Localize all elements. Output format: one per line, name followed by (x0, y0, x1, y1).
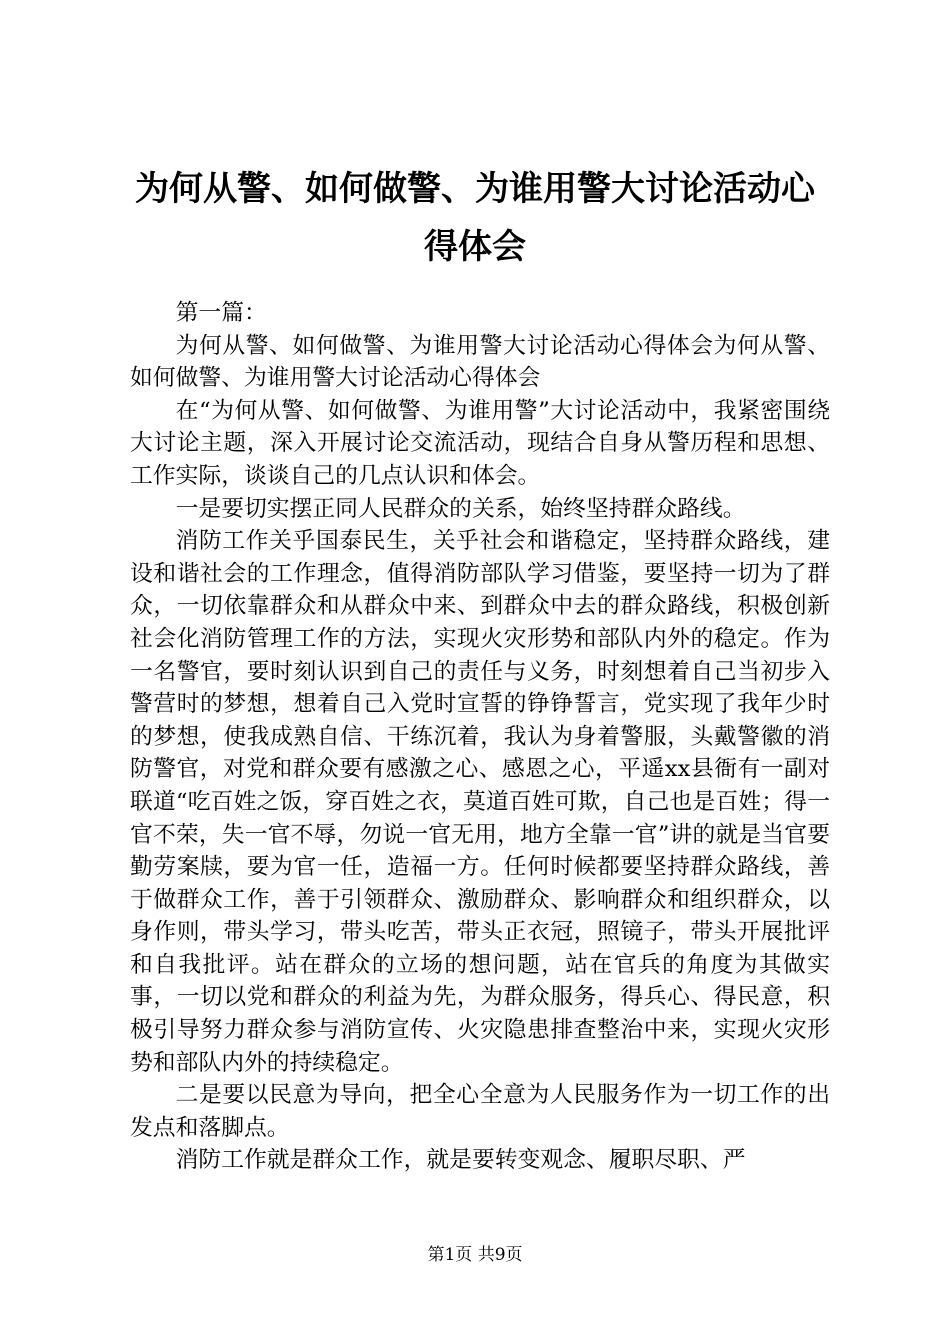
paragraph-subtitle: 为何从警、如何做警、为谁用警大讨论活动心得体会为何从警、如何做警、为谁用警大讨论活动心得体会 (130, 332, 830, 392)
paragraph-point-one: 一是要切实摆正同人民群众的关系，始终坚持群众路线。 (175, 495, 746, 522)
page-footer: 第1页 共9页 (427, 1245, 523, 1265)
paragraph-intro: 在“为何从警、如何做警、为谁用警”大讨论活动中，我紧密围绕大讨论主题，深入开展讨论交流活动，现结合自身从警历程和思想、工作实际，谈谈自己的几点认识和体会。 (130, 397, 830, 489)
paragraph-body-two: 消防工作就是群众工作，就是要转变观念、履职尽职、严 (175, 1147, 746, 1174)
document-body (130, 297, 830, 1177)
document-title: 为何从警、如何做警、为谁用警大讨论活动心得体会 (135, 169, 815, 267)
paragraph-point-two: 二是要以民意为导向，把全心全意为人民服务作为一切工作的出发点和落脚点。 (130, 1082, 830, 1141)
paragraph-body-one: 消防工作关乎国泰民生，关乎社会和谐稳定，坚持群众路线，建设和谐社会的工作理念，值得消防部队学习借鉴，要坚持一切为了群众，一切依靠群众和从群众中来、到群众中去的群众路线，积极创新社会化消防管理工作的方法，实现火灾形势和部队内外的稳定。作为一名警官，要时刻认识到自己的责任与义务，时刻想着自己当初步入警营时的梦想，想着自己入党时宣誓的铮铮誓言，党实现了我年少时的梦想，使我成熟自信、干练沉着，我认为身着警服，头戴警徽的消防警官，对党和群众要有感激之心、感恩之心，平遥xx县衙有一副对联道“吃百姓之饭，穿百姓之衣，莫道百姓可欺，自己也是百姓；得一官不荣，失一官不辱，勿说一官无用，地方全靠一官”讲的就是当官要勤劳案牍，要为官一任，造福一方。任何时候都要坚持群众路线，善于做群众工作，善于引领群众、激励群众、影响群众和组织群众，以身作则，带头学习，带头吃苦，带头正衣冠，照镜子，带头开展批评和自我批评。站在群众的立场的想问题，站在官兵的角度为其做实事，一切以党和群众的利益为先，为群众服务，得兵心、得民意，积极引导努力群众参与消防宣传、火灾隐患排查整治中来，实现火灾形势和部队内外的持续稳定。 (130, 528, 830, 1076)
section-heading: 第一篇： (175, 300, 267, 326)
